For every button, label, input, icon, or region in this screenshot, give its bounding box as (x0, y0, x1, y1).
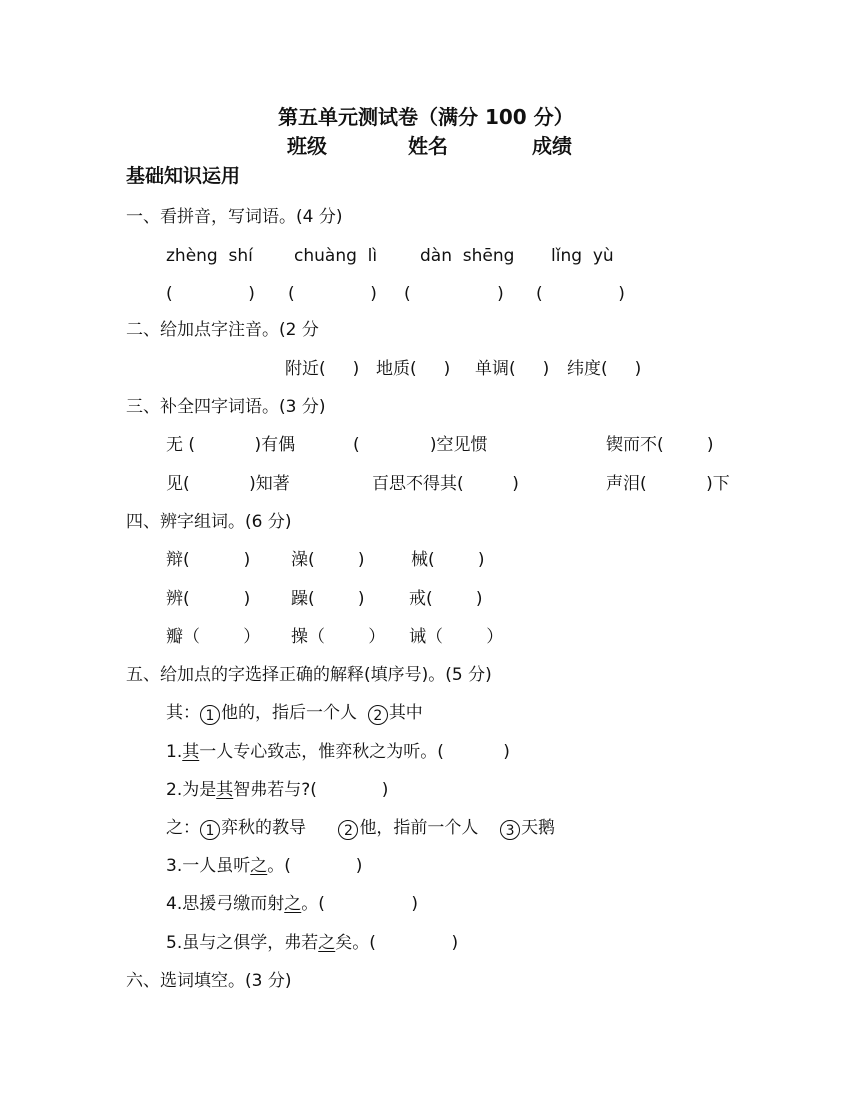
q3-idiom-3[interactable]: 锲而不( ) (606, 435, 714, 455)
name-label: 姓名 (408, 134, 448, 158)
q4-heading: 四、辨字组词。(6 分) (126, 512, 292, 532)
q2-item-3[interactable]: 单调( ) (475, 359, 550, 379)
q4-item-5[interactable]: 躁( ) (291, 589, 365, 609)
q4-item-8[interactable]: 操（ ） (291, 627, 386, 647)
sentence-prefix: 2.为是 (166, 780, 217, 800)
target-char: 之 (318, 933, 336, 953)
q3-idiom-4[interactable]: 见( )知著 (166, 474, 290, 494)
q1-pinyin-3: dàn shēng (420, 246, 515, 266)
q5-def-qi (166, 702, 423, 725)
sentence-rest: 智弗若与?( ) (233, 780, 389, 800)
sentence-rest: 。( ) (267, 856, 363, 876)
q1-heading: 一、看拼音，写词语。(4 分) (126, 207, 343, 227)
def-option-text: 他，指前一个人 (359, 818, 479, 838)
target-char: 之 (284, 894, 302, 914)
sentence-prefix: 3.一人虽听 (166, 856, 251, 876)
circled-number-icon: 2 (368, 705, 388, 725)
q3-idiom-5[interactable]: 百思不得其( ) (372, 474, 519, 494)
q3-heading: 三、补全四字词语。(3 分) (126, 397, 326, 417)
q6-heading: 六、选词填空。(3 分) (126, 971, 292, 991)
def-char: 之： (166, 818, 200, 838)
target-char: 其 (216, 780, 234, 800)
q1-pinyin-2: chuàng lì (294, 246, 378, 266)
q5-sentence-3[interactable] (166, 855, 362, 877)
def-option-text: 弈秋的教导 (221, 818, 306, 838)
def-char: 其： (166, 703, 200, 723)
q4-item-2[interactable]: 澡( ) (291, 550, 365, 570)
q4-item-1[interactable]: 辩( ) (166, 550, 251, 570)
q4-item-9[interactable]: 诫（ ） (409, 627, 504, 647)
circled-number-icon: 3 (500, 820, 520, 840)
sentence-rest: 一人专心致志，惟弈秋之为听。( ) (199, 742, 510, 762)
sentence-prefix: 1. (166, 742, 183, 762)
def-option-text: 天鹅 (521, 818, 556, 838)
q2-item-4[interactable]: 纬度( ) (567, 359, 642, 379)
target-char: 之 (250, 856, 268, 876)
q1-pinyin-4: lǐng yù (551, 246, 614, 266)
q4-item-7[interactable]: 瓣（ ） (166, 627, 261, 647)
sentence-prefix: 5.虽与之俱学，弗若 (166, 933, 319, 953)
circled-number-icon: 1 (200, 820, 220, 840)
page-title: 第五单元测试卷（满分 100 分） (278, 105, 574, 129)
q5-heading: 五、给加点的字选择正确的解释(填序号)。(5 分) (126, 665, 492, 685)
q2-heading: 二、给加点字注音。(2 分 (126, 320, 319, 340)
q5-sentence-1[interactable] (166, 741, 510, 763)
sentence-rest: 。( ) (301, 894, 418, 914)
score-label: 成绩 (532, 134, 572, 158)
q5-sentence-4[interactable] (166, 893, 418, 915)
q3-idiom-6[interactable]: 声泪( )下 (606, 474, 730, 494)
q2-item-1[interactable]: 附近( ) (285, 359, 360, 379)
q5-sentence-5[interactable] (166, 932, 458, 954)
q3-idiom-1[interactable]: 无 ( )有偶 (166, 435, 296, 455)
q1-pinyin-1: zhèng shí (166, 246, 253, 266)
q1-blank-3[interactable]: ( ) (404, 284, 504, 304)
q3-idiom-2[interactable]: ( )空见惯 (353, 435, 488, 455)
sentence-prefix: 4.思援弓缴而射 (166, 894, 285, 914)
circled-number-icon: 1 (200, 705, 220, 725)
target-char: 其 (182, 742, 200, 762)
q4-item-3[interactable]: 械( ) (411, 550, 485, 570)
q1-blank-2[interactable]: ( ) (288, 284, 377, 304)
q1-blank-4[interactable]: ( ) (536, 284, 625, 304)
def-option-text: 其中 (388, 703, 423, 723)
q2-item-2[interactable]: 地质( ) (376, 359, 451, 379)
section-heading: 基础知识运用 (126, 165, 241, 187)
def-option-text: 他的，指后一个人 (221, 703, 357, 723)
sentence-rest: 矣。( ) (335, 933, 459, 953)
q4-item-6[interactable]: 戒( ) (409, 589, 483, 609)
q1-blank-1[interactable]: ( ) (166, 284, 255, 304)
q5-def-zhi (166, 817, 555, 840)
q4-item-4[interactable]: 辨( ) (166, 589, 251, 609)
class-label: 班级 (287, 134, 327, 158)
q5-sentence-2[interactable] (166, 779, 388, 801)
circled-number-icon: 2 (338, 820, 358, 840)
